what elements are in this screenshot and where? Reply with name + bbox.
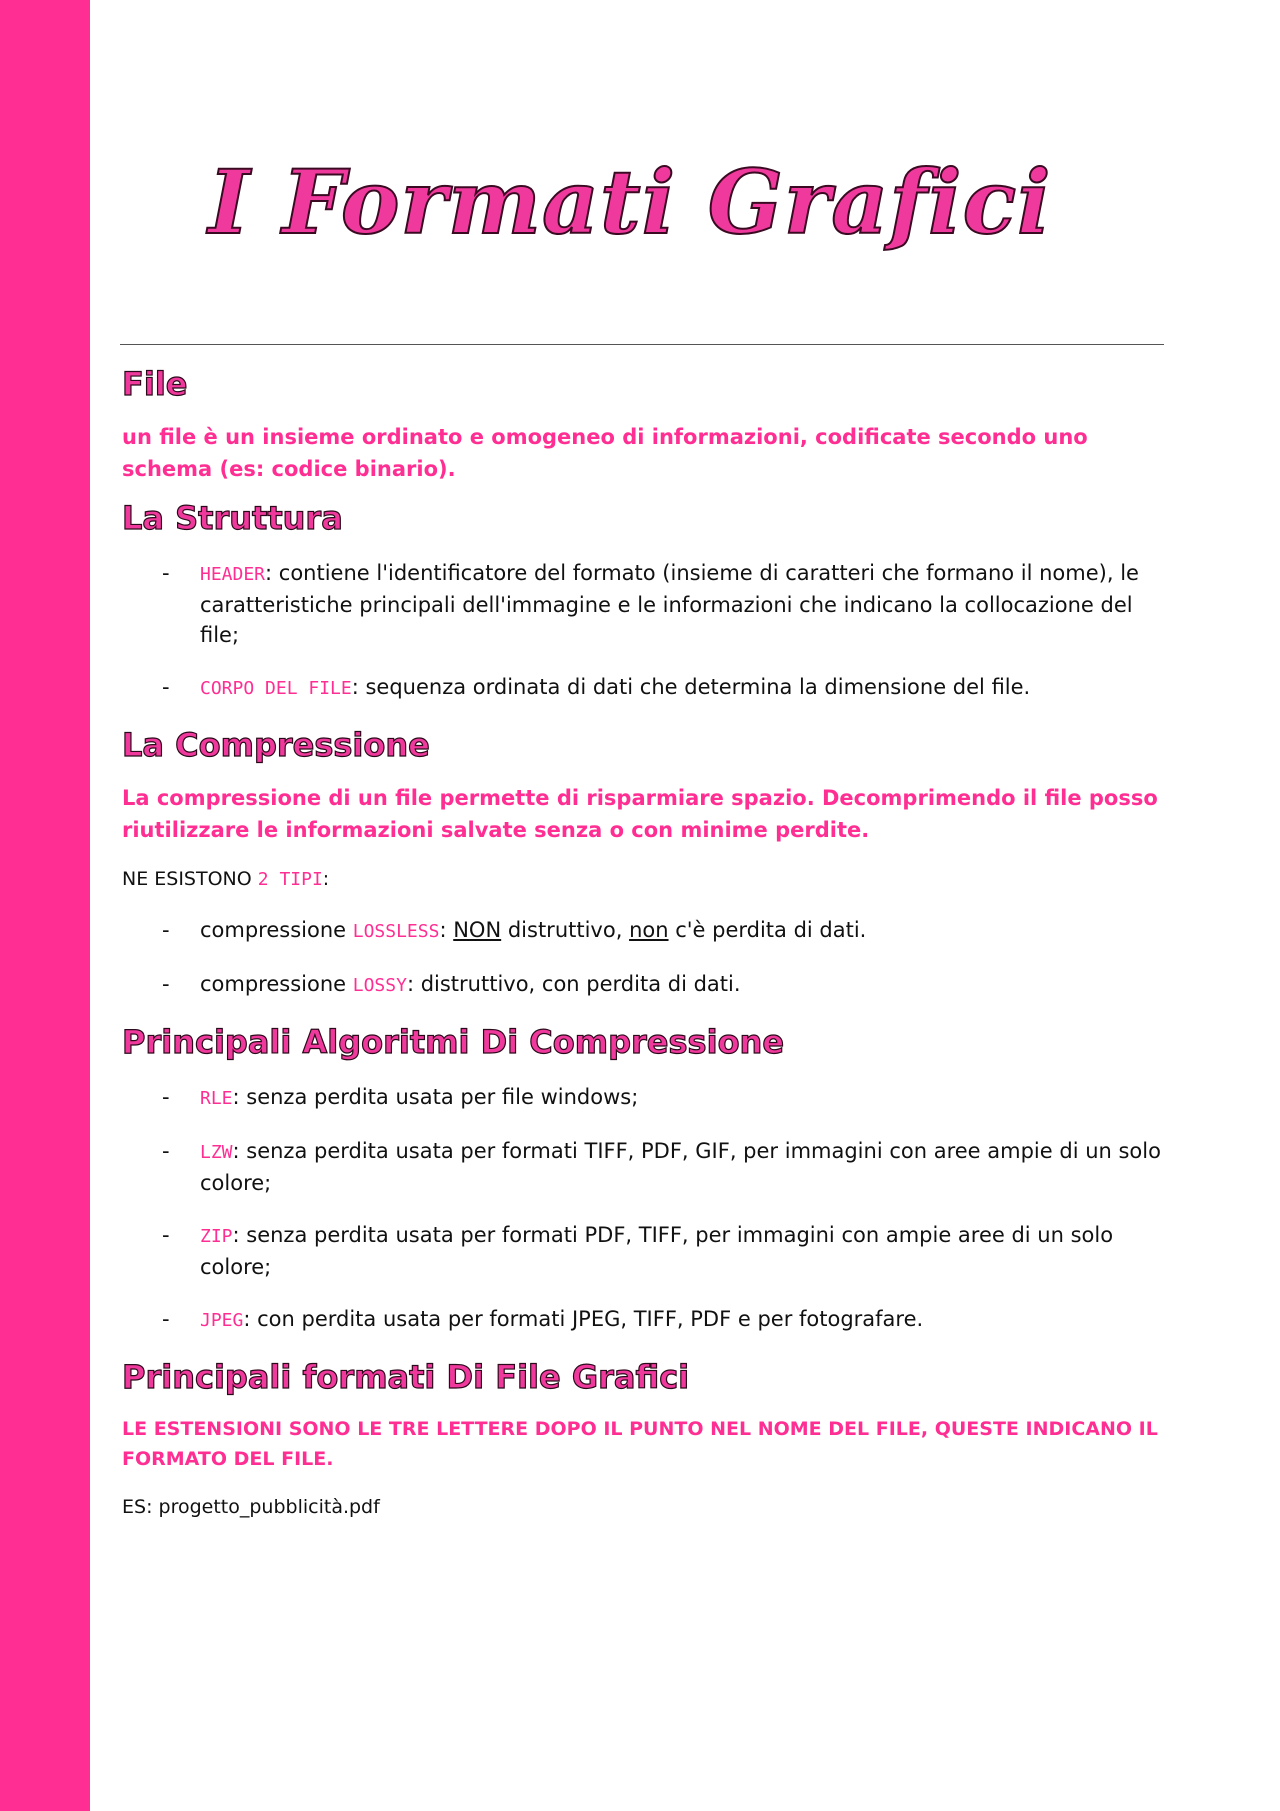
- dash-bullet: -: [162, 918, 170, 943]
- keyword: LOSSLESS: [352, 921, 440, 943]
- list-item: [122, 1220, 1172, 1282]
- dash-bullet: -: [162, 972, 170, 997]
- tipi-list: [122, 915, 1172, 1001]
- item-text: : senza perdita usata per formati PDF, TIFF, per immagini con ampie aree di un solo colore;: [200, 1222, 1114, 1279]
- heading-struttura: La Struttura: [122, 499, 343, 538]
- keyword: RLE: [200, 1087, 233, 1109]
- algoritmi-list: [122, 1082, 1172, 1336]
- list-item: [122, 672, 1172, 704]
- file-definition: un file è un insieme ordinato e omogeneo di informazioni, codificate secondo uno schema (es: codice binario).: [122, 425, 1088, 482]
- list-item: [122, 558, 1172, 650]
- list-item: [122, 1082, 1172, 1114]
- tipi-suffix: :: [322, 868, 330, 891]
- estensioni-text: LE ESTENSIONI SONO LE TRE LETTERE DOPO IL PUNTO NEL NOME DEL FILE, QUESTE INDICANO IL FORMATO DEL FILE.: [122, 1417, 1158, 1470]
- item-text: : contiene l'identificatore del formato (insieme di caratteri che formano il nome), le caratteristiche principali dell'immagine e le informazioni che indicano la collocazione del file;: [200, 560, 1139, 647]
- item-prefix: compressione: [200, 918, 353, 943]
- dash-bullet: -: [162, 1222, 170, 1247]
- keyword: LZW: [200, 1141, 233, 1163]
- document-body: [122, 365, 1172, 1522]
- heading-formati: Principali formati Di File Grafici: [122, 1357, 690, 1396]
- dash-bullet: -: [162, 560, 170, 585]
- item-prefix: compressione: [200, 972, 353, 997]
- list-item: [122, 1136, 1172, 1198]
- side-accent-bar: [0, 0, 90, 1811]
- heading-file: File: [122, 365, 188, 403]
- tipi-line: [122, 864, 1172, 895]
- dash-bullet: -: [162, 1084, 170, 1109]
- item-text: : sequenza ordinata di dati che determina la dimensione del file.: [351, 674, 1031, 699]
- item-text: : senza perdita usata per file windows;: [232, 1084, 639, 1109]
- dash-bullet: -: [162, 1138, 170, 1163]
- list-item: [122, 969, 1172, 1001]
- keyword: CORPO DEL FILE: [200, 677, 352, 699]
- dash-bullet: -: [162, 1306, 170, 1331]
- page-title: I Formati Grafici: [208, 150, 1052, 254]
- struttura-list: [122, 558, 1172, 704]
- item-colon: :: [439, 918, 454, 943]
- item-text: distruttivo,: [501, 918, 630, 943]
- tipi-keyword: 2 TIPI: [257, 869, 323, 891]
- compressione-definition: La compressione di un file permette di risparmiare spazio. Decomprimendo il file posso riutilizzare le informazioni salvate senza o con minime perdite.: [122, 786, 1158, 843]
- item-text: : distruttivo, con perdita di dati.: [406, 972, 741, 997]
- tipi-prefix: NE ESISTONO: [122, 868, 258, 891]
- item-text: : senza perdita usata per formati TIFF, PDF, GIF, per immagini con aree ampie di un solo colore;: [200, 1138, 1161, 1195]
- underlined-text: non: [629, 918, 669, 943]
- underlined-text: NON: [453, 918, 502, 943]
- keyword: LOSSY: [352, 975, 407, 997]
- list-item: [122, 915, 1172, 947]
- keyword: HEADER: [200, 563, 266, 585]
- keyword: ZIP: [200, 1225, 233, 1247]
- list-item: [122, 1304, 1172, 1336]
- item-text: : con perdita usata per formati JPEG, TIFF, PDF e per fotografare.: [243, 1306, 924, 1331]
- title-divider: [120, 344, 1164, 345]
- dash-bullet: -: [162, 674, 170, 699]
- heading-compressione: La Compressione: [122, 725, 430, 764]
- item-text: c'è perdita di dati.: [668, 918, 867, 943]
- keyword: JPEG: [200, 1309, 244, 1331]
- heading-algoritmi: Principali Algoritmi Di Compressione: [122, 1023, 785, 1062]
- example-filename: ES: progetto_pubblicità.pdf: [122, 1495, 380, 1518]
